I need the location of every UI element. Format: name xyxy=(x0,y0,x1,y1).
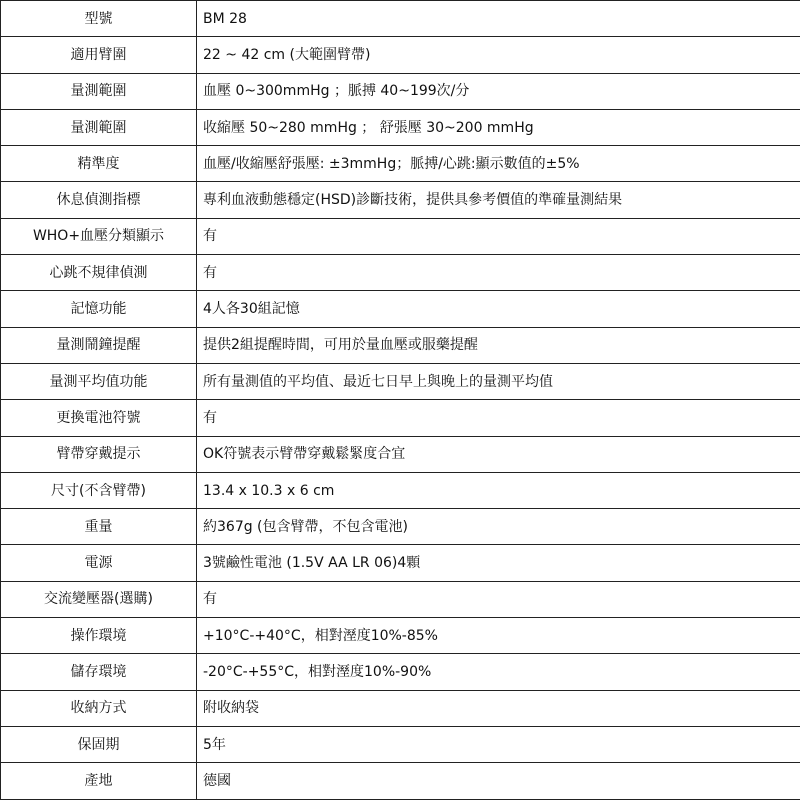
row-label: 記憶功能 xyxy=(1,291,197,327)
row-value: 22 ~ 42 cm (大範圍臂帶) xyxy=(197,37,800,73)
row-value: 附收納袋 xyxy=(197,690,800,726)
table-row xyxy=(1,436,800,472)
row-value: 有 xyxy=(197,255,800,291)
row-label: 交流變壓器(選購) xyxy=(1,581,197,617)
row-label: WHO+血壓分類顯示 xyxy=(1,218,197,254)
table-row xyxy=(1,472,800,508)
row-label: 保固期 xyxy=(1,726,197,762)
table-row xyxy=(1,37,800,73)
row-value: -20°C-+55°C，相對溼度10%-90% xyxy=(197,654,800,690)
row-value: 提供2組提醒時間，可用於量血壓或服藥提醒 xyxy=(197,327,800,363)
row-label: 收納方式 xyxy=(1,690,197,726)
row-label: 重量 xyxy=(1,509,197,545)
row-value: OK符號表示臂帶穿戴鬆緊度合宜 xyxy=(197,436,800,472)
table-row xyxy=(1,109,800,145)
table-row xyxy=(1,182,800,218)
table-row xyxy=(1,327,800,363)
table-row xyxy=(1,690,800,726)
spec-table-body xyxy=(1,1,800,800)
table-row xyxy=(1,581,800,617)
table-row xyxy=(1,73,800,109)
row-value: 血壓 0~300mmHg ；脈搏 40~199次/分 xyxy=(197,73,800,109)
table-row xyxy=(1,545,800,581)
row-value: 3號鹼性電池 (1.5V AA LR 06)4顆 xyxy=(197,545,800,581)
row-value: 有 xyxy=(197,218,800,254)
table-row xyxy=(1,654,800,690)
row-value: 約367g (包含臂帶，不包含電池) xyxy=(197,509,800,545)
table-row xyxy=(1,291,800,327)
table-row xyxy=(1,400,800,436)
row-value: 4人各30組記憶 xyxy=(197,291,800,327)
row-label: 量測鬧鐘提醒 xyxy=(1,327,197,363)
row-label: 產地 xyxy=(1,763,197,799)
row-label: 適用臂圍 xyxy=(1,37,197,73)
row-value: 13.4 x 10.3 x 6 cm xyxy=(197,472,800,508)
row-value: 所有量測值的平均值、最近七日早上與晚上的量測平均值 xyxy=(197,363,800,399)
table-row xyxy=(1,218,800,254)
table-row xyxy=(1,763,800,799)
row-label: 臂帶穿戴提示 xyxy=(1,436,197,472)
row-label: 量測範圍 xyxy=(1,109,197,145)
table-row xyxy=(1,363,800,399)
row-value: 收縮壓 50~280 mmHg ； 舒張壓 30~200 mmHg xyxy=(197,109,800,145)
table-row xyxy=(1,1,800,37)
row-label: 儲存環境 xyxy=(1,654,197,690)
table-row xyxy=(1,726,800,762)
row-label: 尺寸(不含臂帶) xyxy=(1,472,197,508)
row-value: +10°C-+40°C，相對溼度10%-85% xyxy=(197,618,800,654)
table-row xyxy=(1,618,800,654)
row-value: 5年 xyxy=(197,726,800,762)
row-label: 量測平均值功能 xyxy=(1,363,197,399)
row-label: 操作環境 xyxy=(1,618,197,654)
row-label: 精準度 xyxy=(1,146,197,182)
table-row xyxy=(1,509,800,545)
row-value: 德國 xyxy=(197,763,800,799)
table-row xyxy=(1,146,800,182)
row-value: BM 28 xyxy=(197,1,800,37)
row-label: 心跳不規律偵測 xyxy=(1,255,197,291)
row-label: 電源 xyxy=(1,545,197,581)
row-value: 有 xyxy=(197,581,800,617)
row-value: 有 xyxy=(197,400,800,436)
table-row xyxy=(1,255,800,291)
row-label: 更換電池符號 xyxy=(1,400,197,436)
row-label: 量測範圍 xyxy=(1,73,197,109)
row-value: 專利血液動態穩定(HSD)診斷技術，提供具參考價值的準確量測結果 xyxy=(197,182,800,218)
row-label: 型號 xyxy=(1,1,197,37)
row-value: 血壓/收縮壓舒張壓: ±3mmHg；脈搏/心跳:顯示數值的±5% xyxy=(197,146,800,182)
row-label: 休息偵測指標 xyxy=(1,182,197,218)
